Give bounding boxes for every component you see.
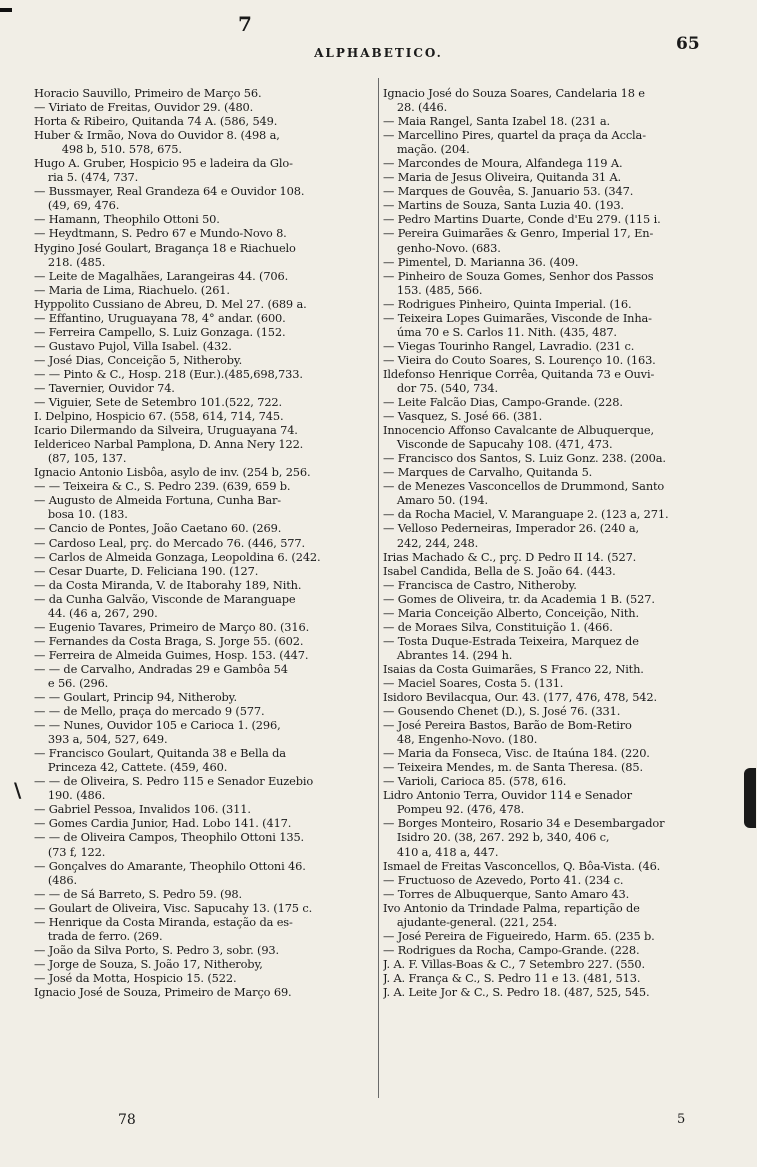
directory-entry: 242, 244, 248. [383,535,479,550]
directory-entry: (49, 69, 476. [34,198,120,213]
directory-entry: Hyppolito Cussiano de Abreu, D. Mel 27. (689 a. [34,296,307,311]
directory-entry: — Heydtmann, S. Pedro 67 e Mundo-Novo 8. [34,226,287,241]
directory-entry: — José Pereira Bastos, Barão de Bom-Retiro [383,718,632,733]
directory-entry: — Varioli, Carioca 85. (578, 616. [383,774,567,789]
directory-entry: trada de ferro. (269. [34,928,163,943]
directory-entry: — Viegas Tourinho Rangel, Lavradio. (231 c. [383,338,635,353]
directory-entry: Amaro 50. (194. [383,493,488,508]
directory-entry: (486. [34,872,77,887]
directory-entry: — Cesar Duarte, D. Feliciana 190. (127. [34,563,259,578]
signature-mark: 78 [118,1112,136,1128]
directory-entry: — — de Oliveira Campos, Theophilo Ottoni 135. [34,830,305,845]
directory-entry: — — de Mello, praça do mercado 9 (577. [34,704,265,719]
directory-entry: J. A. França & C., S. Pedro 11 e 13. (481, 513. [383,970,641,985]
directory-entry: 393 a, 504, 527, 649. [34,732,168,747]
directory-entry: — Gustavo Pujol, Villa Isabel. (432. [34,338,232,353]
right-column [383,86,713,999]
directory-entry: genho-Novo. (683. [383,240,501,255]
directory-entry: — Marcondes de Moura, Alfandega 119 A. [383,156,623,171]
directory-entry: 410 a, 418 a, 447. [383,844,499,859]
directory-entry: — Jorge de Souza, S. João 17, Nitheroby, [34,956,263,971]
left-column [34,86,378,999]
directory-entry: — Eugenio Tavares, Primeiro de Março 80. (316. [34,619,310,634]
directory-entry: Ignacio José do Souza Soares, Candelaria 18 e [383,86,645,100]
directory-entry: — Leite Falcão Dias, Campo-Grande. (228. [383,395,623,410]
directory-entry: (73 f, 122. [34,844,106,859]
directory-entry: — José da Motta, Hospicio 15. (522. [34,970,237,985]
directory-entry: Isidro 20. (38, 267. 292 b, 340, 406 c, [383,830,610,845]
directory-entry: — — de Oliveira, S. Pedro 115 e Senador Euzebio [34,774,314,789]
directory-entry: — Gomes Cardia Junior, Had. Lobo 141. (417. [34,816,292,831]
directory-entry: — Pereira Guimarães & Genro, Imperial 17, En- [383,226,654,241]
directory-entry: — Vasquez, S. José 66. (381. [383,409,543,424]
directory-entry: Innocencio Affonso Cavalcante de Albuquerque, [383,423,654,438]
directory-entry: — Cardoso Leal, prç. do Mercado 76. (446, 577. [34,535,305,550]
directory-entry: — Pinheiro de Souza Gomes, Senhor dos Passos [383,268,654,283]
handwritten-mark: 7 [238,12,252,36]
directory-entry: — Marques de Gouvêa, S. Januario 53. (347. [383,184,634,199]
directory-entry: — — Teixeira & C., S. Pedro 239. (639, 659 b. [34,479,291,494]
directory-entry: — da Rocha Maciel, V. Maranguape 2. (123 a, 271. [383,507,669,522]
directory-entry: Abrantes 14. (294 h. [383,647,513,662]
margin-mark: \ [14,778,22,802]
directory-entry: Lidro Antonio Terra, Ouvidor 114 e Senador [383,788,632,803]
directory-entry: — Ferreira Campello, S. Luiz Gonzaga. (152. [34,324,286,339]
directory-entry: Hugo A. Gruber, Hospicio 95 e ladeira da Glo- [34,156,293,171]
directory-entry: — Maria de Jesus Oliveira, Quitanda 31 A. [383,170,622,185]
directory-entry: — Martins de Souza, Santa Luzia 40. (193. [383,198,624,213]
directory-entry: — — de Carvalho, Andradas 29 e Gambôa 54 [34,661,288,676]
directory-entry: Isidoro Bevilacqua, Our. 43. (177, 476, 478, 542. [383,690,657,705]
directory-entry: — Leite de Magalhães, Larangeiras 44. (706. [34,268,289,283]
directory-entry: Ildefonso Henrique Corrêa, Quitanda 73 e Ouvi- [383,366,655,381]
directory-entry: — da Costa Miranda, V. de Itaborahy 189, Nith. [34,577,302,592]
page-number: 65 [676,34,700,54]
directory-entry: Princeza 42, Cattete. (459, 460. [34,760,228,775]
directory-entry: — Fructuoso de Azevedo, Porto 41. (234 c. [383,872,624,887]
directory-entry: Ignacio José de Souza, Primeiro de Março 69. [34,985,292,999]
directory-entry: Isaias da Costa Guimarães, S Franco 22, Nith. [383,661,644,676]
directory-entry: e 56. (296. [34,675,109,690]
directory-entry: — João da Silva Porto, S. Pedro 3, sobr. (93. [34,942,279,957]
directory-entry: J. A. F. Villas-Boas & C., 7 Setembro 227. (550. [383,956,645,971]
directory-entry: — Tavernier, Ouvidor 74. [34,380,175,395]
directory-entry: Ismael de Freitas Vasconcellos, Q. Bôa-Vista. (46. [383,858,661,873]
directory-entry: Ieldericeo Narbal Pamplona, D. Anna Nery 122. [34,437,304,452]
directory-entry: — de Menezes Vasconcellos de Drummond, Santo [383,479,665,494]
directory-entry: — Henrique da Costa Miranda, estação da es- [34,914,293,929]
directory-entry: Visconde de Sapucahy 108. (471, 473. [383,437,613,452]
page-mark: 5 [677,1112,686,1127]
directory-entry: 153. (485, 566. [383,282,483,297]
directory-entry: — José Dias, Conceição 5, Nitheroby. [34,352,243,367]
directory-entry: ria 5. (474, 737. [34,170,139,185]
directory-entry: 28. (446. [383,100,448,115]
ink-mark [0,8,12,12]
directory-entry: — Torres de Albuquerque, Santo Amaro 43. [383,886,630,901]
directory-entry: — Marcellino Pires, quartel da praça da Accla- [383,128,646,143]
directory-entry: — Gousendo Chenet (D.), S. José 76. (331. [383,704,621,719]
directory-entry: — Gonçalves do Amarante, Theophilo Ottoni 46. [34,858,306,873]
directory-entry: Huber & Irmão, Nova do Ouvidor 8. (498 a, [34,128,280,143]
directory-entry: — Maria da Fonseca, Visc. de Itaúna 184. (220. [383,746,650,761]
directory-entry: — — Pinto & C., Hosp. 218 (Eur.).(485,698,733. [34,366,303,381]
directory-entry: — Francisco dos Santos, S. Luiz Gonz. 238. (200a. [383,451,666,466]
directory-entry: — Cancio de Pontes, João Caetano 60. (269. [34,521,282,536]
directory-entry: — Teixeira Lopes Guimarães, Visconde de Inha- [383,310,652,325]
directory-entry: — Pimentel, D. Marianna 36. (409. [383,254,579,269]
directory-entry: Irias Machado & C., prç. D Pedro II 14. (527. [383,549,637,564]
page-title: ALPHABETICO. [314,46,443,60]
directory-entry: — José Pereira de Figueiredo, Harm. 65. (235 b. [383,928,655,943]
directory-entry: — Bussmayer, Real Grandeza 64 e Ouvidor 108. [34,184,305,199]
directory-entry: 190. (486. [34,788,106,803]
directory-entry: — Ferreira de Almeida Guimes, Hosp. 153. (447. [34,647,309,662]
directory-entry: — Pedro Martins Duarte, Conde d'Eu 279. (115 i. [383,212,661,227]
directory-entry: — Velloso Pederneiras, Imperador 26. (240 a, [383,521,639,536]
directory-entry: mação. (204. [383,142,470,157]
directory-entry: dor 75. (540, 734. [383,380,498,395]
directory-entry: Ignacio Antonio Lisbôa, asylo de inv. (254 b, 256. [34,465,311,480]
directory-entry: Isabel Candida, Bella de S. João 64. (443. [383,563,616,578]
directory-entry: — Rodrigues Pinheiro, Quinta Imperial. (16. [383,296,632,311]
directory-entry: (87, 105, 137. [34,451,127,466]
directory-entry: Horta & Ribeiro, Quitanda 74 A. (586, 549. [34,114,278,129]
directory-entry: — — de Sá Barreto, S. Pedro 59. (98. [34,886,243,901]
directory-entry: — Rodrigues da Rocha, Campo-Grande. (228. [383,942,640,957]
page-tab-mark [744,768,756,828]
directory-entry: — Augusto de Almeida Fortuna, Cunha Bar- [34,493,281,508]
directory-entry: — Effantino, Uruguayana 78, 4° andar. (600. [34,310,286,325]
directory-entry: bosa 10. (183. [34,507,128,522]
directory-entry: — Francisco Goulart, Quitanda 38 e Bella da [34,746,286,761]
directory-entry: — Hamann, Theophilo Ottoni 50. [34,212,220,227]
directory-entry: — Goulart de Oliveira, Visc. Sapucahy 13. (175 c. [34,900,313,915]
directory-entry: 498 b, 510. 578, 675. [34,142,182,157]
directory-entry: úma 70 e S. Carlos 11. Nith. (435, 487. [383,324,617,339]
directory-entry: 48, Engenho-Novo. (180. [383,732,538,747]
directory-entry: — Gomes de Oliveira, tr. da Academia 1 B. (527. [383,591,655,606]
directory-entry: — Maria Conceição Alberto, Conceição, Nith. [383,605,639,620]
directory-entry: Hygino José Goulart, Bragança 18 e Riachuelo [34,240,296,255]
directory-entry: — Viguier, Sete de Setembro 101.(522, 722. [34,395,282,410]
directory-entry: — Fernandes da Costa Braga, S. Jorge 55. (602. [34,633,304,648]
directory-entry: — Gabriel Pessoa, Invalidos 106. (311. [34,802,251,817]
directory-entry: Horacio Sauvillo, Primeiro de Março 56. [34,86,262,100]
directory-entry: 218. (485. [34,254,106,269]
directory-entry: I. Delpino, Hospicio 67. (558, 614, 714, 745. [34,409,284,424]
directory-entry: — Teixeira Mendes, m. de Santa Theresa. (85. [383,760,643,775]
directory-entry: — Carlos de Almeida Gonzaga, Leopoldina 6. (242. [34,549,321,564]
directory-entry: — Marques de Carvalho, Quitanda 5. [383,465,593,480]
directory-entry: — Maciel Soares, Costa 5. (131. [383,675,564,690]
directory-entry: — Tosta Duque-Estrada Teixeira, Marquez de [383,633,639,648]
directory-entry: — Maia Rangel, Santa Izabel 18. (231 a. [383,114,611,129]
column-divider [378,78,379,1098]
directory-entry: Icario Dilermando da Silveira, Uruguayana 74. [34,423,298,438]
directory-entry: — Viriato de Freitas, Ouvidor 29. (480. [34,100,254,115]
directory-entry: ajudante-general. (221, 254. [383,914,557,929]
directory-entry: — Maria de Lima, Riachuelo. (261. [34,282,230,297]
directory-entry: Pompeu 92. (476, 478. [383,802,525,817]
directory-entry: — Francisca de Castro, Nitheroby. [383,577,577,592]
directory-entry: — Borges Monteiro, Rosario 34 e Desembargador [383,816,665,831]
directory-entry: — Vieira do Couto Soares, S. Lourenço 10. (163. [383,352,656,367]
directory-entry: — de Moraes Silva, Constituição 1. (466. [383,619,613,634]
directory-entry: — — Nunes, Ouvidor 105 e Carioca 1. (296, [34,718,281,733]
directory-entry: 44. (46 a, 267, 290. [34,605,158,620]
directory-entry: Ivo Antonio da Trindade Palma, repartição de [383,900,640,915]
directory-entry: — — Goulart, Princip 94, Nitheroby. [34,690,237,705]
directory-entry: — da Cunha Galvão, Visconde de Maranguape [34,591,296,606]
directory-entry: J. A. Leite Jor & C., S. Pedro 18. (487, 525, 545. [383,985,650,999]
